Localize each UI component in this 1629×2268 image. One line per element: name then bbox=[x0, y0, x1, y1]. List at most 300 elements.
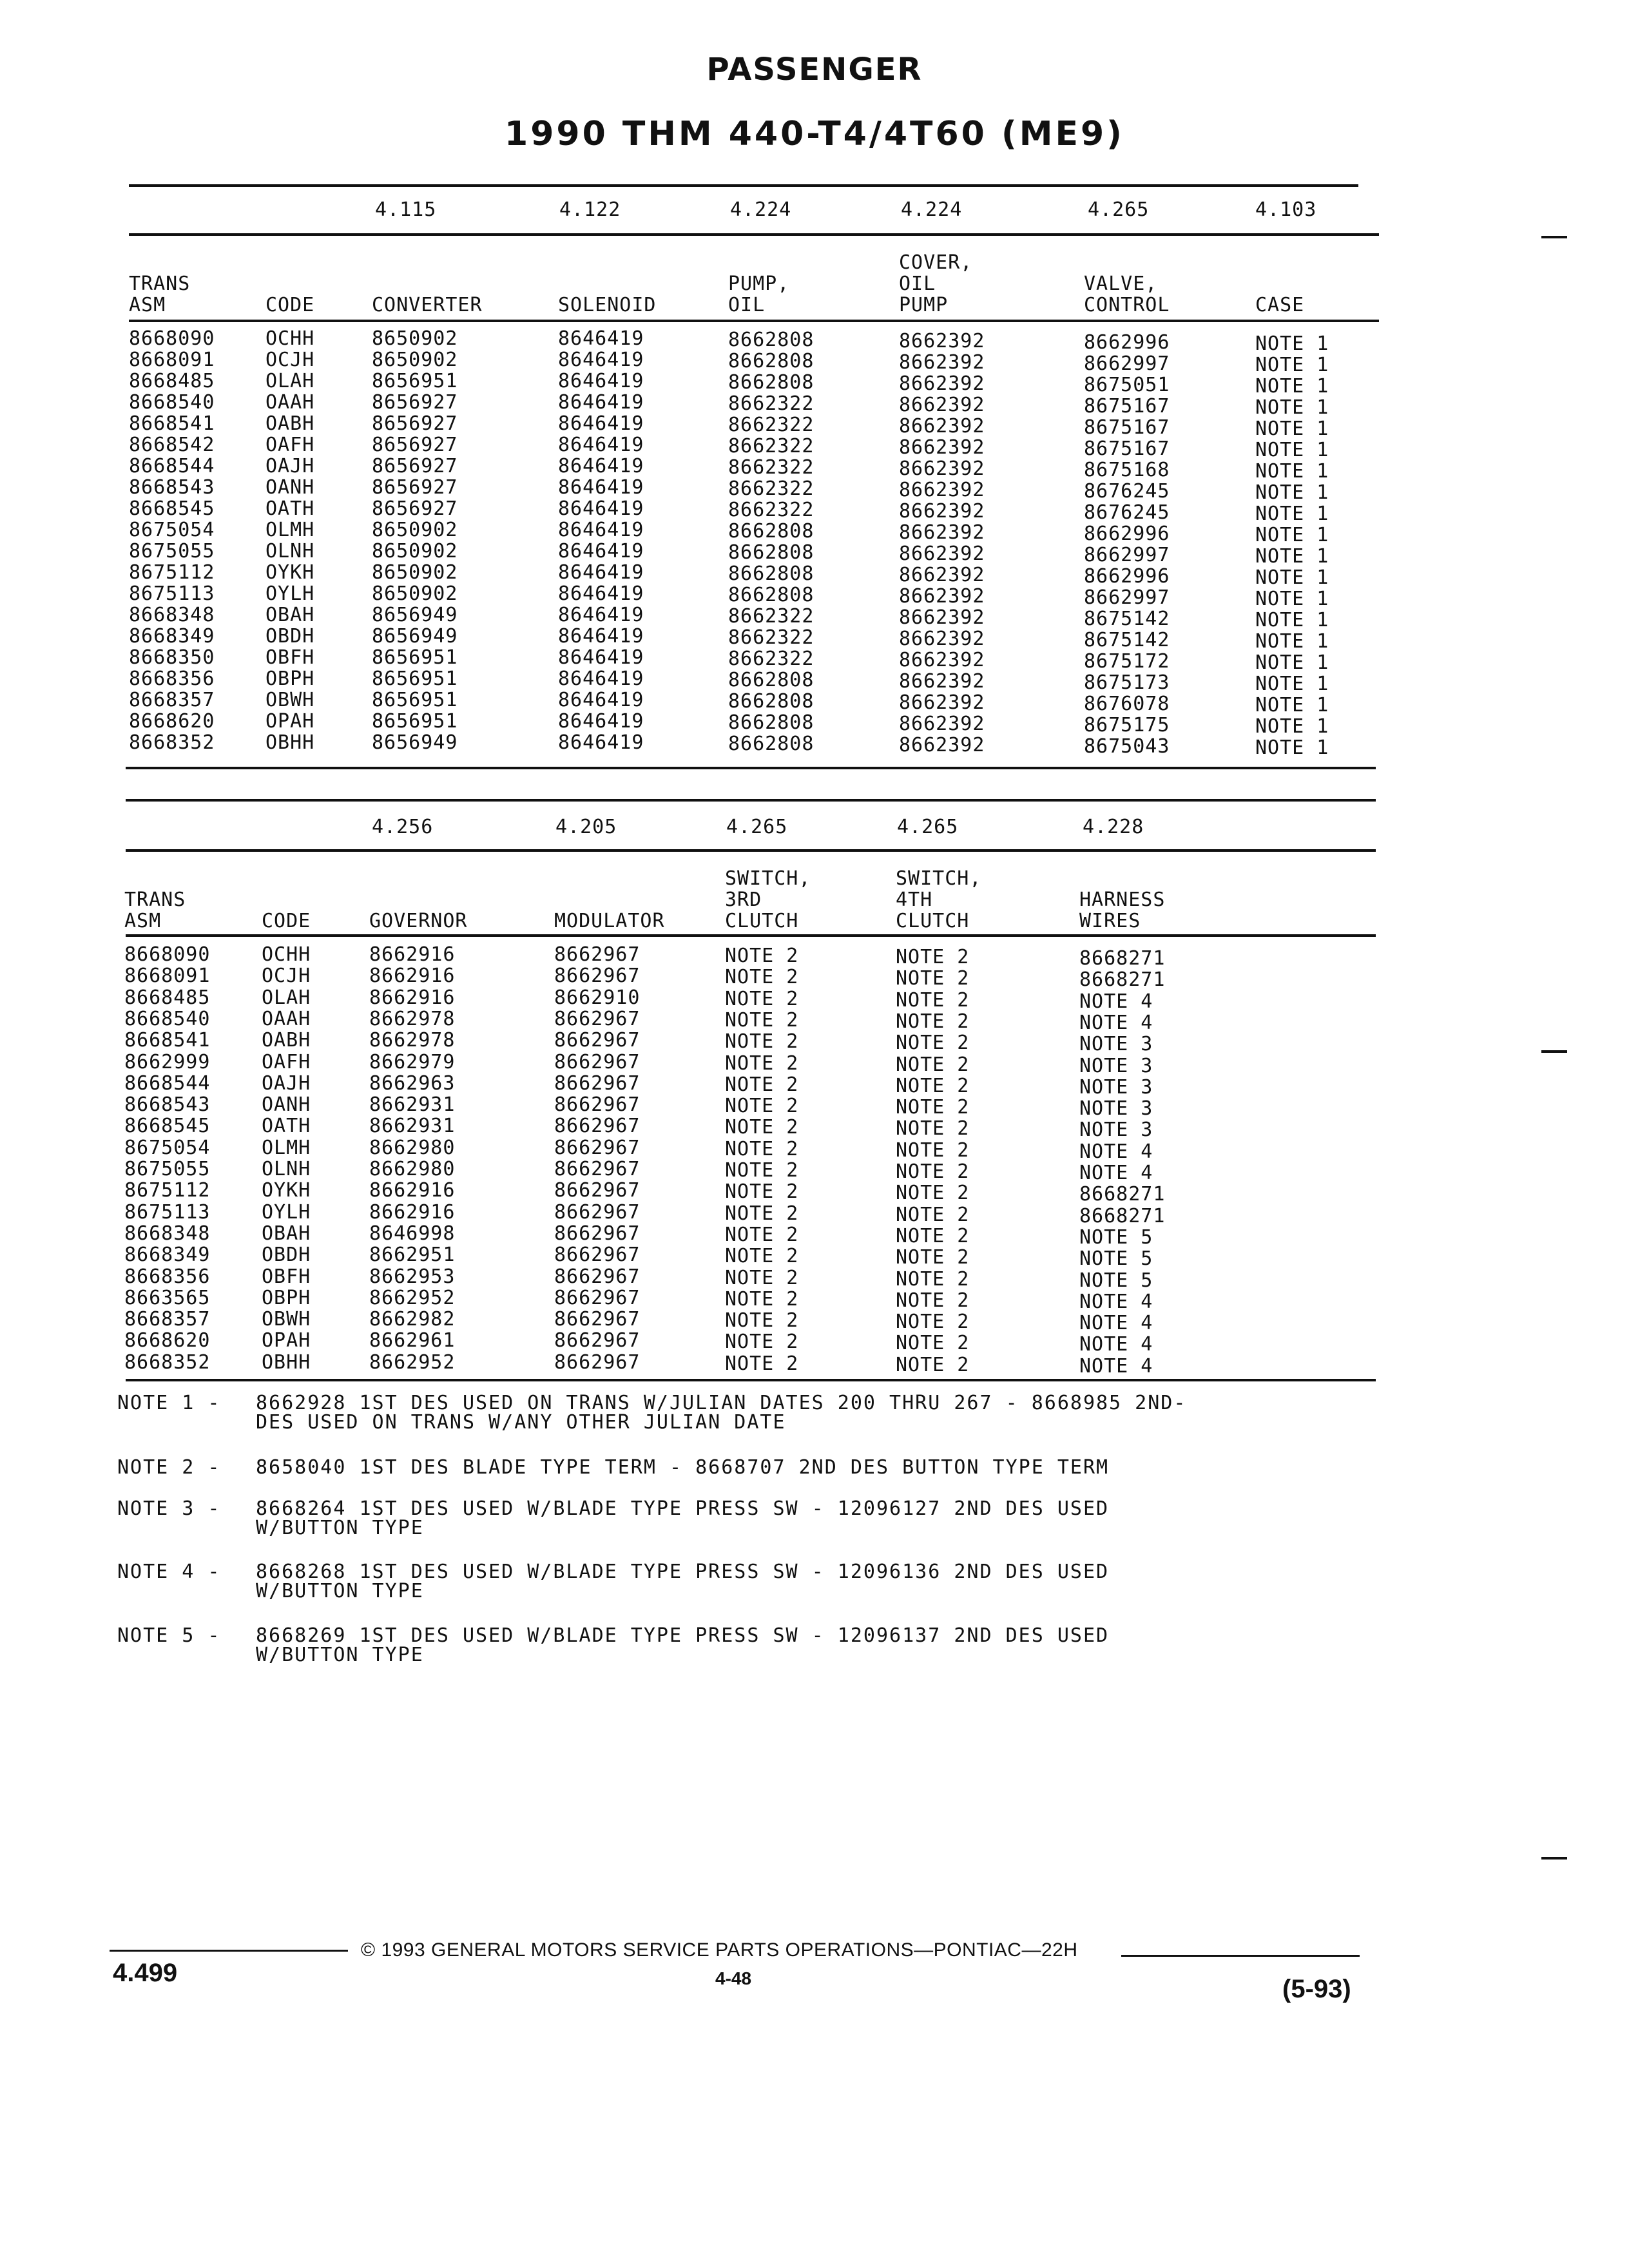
table-cell: OATH bbox=[265, 497, 315, 520]
column-header: MODULATOR bbox=[554, 910, 665, 932]
table-cell: OBAH bbox=[265, 604, 315, 626]
table-cell: NOTE 1 bbox=[1255, 460, 1329, 483]
table-cell: 8662916 bbox=[369, 965, 456, 988]
table-cell: NOTE 2 bbox=[896, 1289, 970, 1312]
table-cell: 8646419 bbox=[558, 497, 644, 520]
table-cell: 8662322 bbox=[728, 392, 815, 415]
table-cell: 8656951 bbox=[372, 646, 458, 669]
page-title: PASSENGER bbox=[706, 52, 923, 88]
table-cell: 8668348 bbox=[124, 1222, 211, 1245]
note-text: DES USED ON TRANS W/ANY OTHER JULIAN DATE bbox=[256, 1411, 786, 1434]
table-cell: NOTE 2 bbox=[725, 1073, 799, 1096]
table-cell: 8662951 bbox=[369, 1244, 456, 1267]
table-cell: 8675112 bbox=[124, 1179, 211, 1202]
table-cell: 8662916 bbox=[369, 1200, 456, 1224]
table-cell: 8662392 bbox=[899, 500, 985, 523]
table-cell: 8662996 bbox=[1084, 331, 1170, 354]
table-cell: 8668349 bbox=[129, 625, 215, 648]
table-cell: 8668357 bbox=[129, 689, 215, 711]
table-cell: NOTE 2 bbox=[725, 1245, 799, 1268]
table-cell: NOTE 2 bbox=[896, 1160, 970, 1183]
table-cell: NOTE 3 bbox=[1079, 1097, 1153, 1120]
table-cell: 8646419 bbox=[558, 582, 644, 605]
table-cell: NOTE 2 bbox=[725, 1266, 799, 1289]
table-cell: NOTE 2 bbox=[725, 1309, 799, 1332]
group-number: 4.115 bbox=[375, 198, 437, 221]
table-cell: 8662967 bbox=[554, 965, 641, 988]
table-cell: 8662392 bbox=[899, 415, 985, 437]
table-cell: 8650902 bbox=[372, 519, 458, 541]
table-cell: OBPH bbox=[262, 1286, 311, 1309]
table-cell: 8662322 bbox=[728, 499, 815, 521]
column-header: 4TH bbox=[896, 889, 933, 911]
table-cell: 8656927 bbox=[372, 497, 458, 520]
column-header: CONVERTER bbox=[372, 294, 483, 316]
table-cell: OAJH bbox=[262, 1072, 311, 1095]
table-cell: 8646419 bbox=[558, 455, 644, 477]
table-cell: OCJH bbox=[265, 349, 315, 371]
edge-mark bbox=[1541, 236, 1567, 238]
column-header: COVER, bbox=[899, 251, 973, 274]
table-cell: 8662392 bbox=[899, 330, 985, 352]
table-cell: NOTE 2 bbox=[896, 1182, 970, 1205]
table-cell: 8662967 bbox=[554, 943, 641, 966]
table-cell: NOTE 1 bbox=[1255, 673, 1329, 695]
table-cell: 8662322 bbox=[728, 605, 815, 628]
table-cell: 8668090 bbox=[129, 327, 215, 350]
table-cell: NOTE 1 bbox=[1255, 354, 1329, 376]
table-cell: NOTE 5 bbox=[1079, 1225, 1153, 1249]
table-cell: NOTE 5 bbox=[1079, 1247, 1153, 1271]
table-cell: NOTE 1 bbox=[1255, 630, 1329, 653]
table-cell: 8656951 bbox=[372, 689, 458, 711]
column-header: GOVERNOR bbox=[369, 910, 468, 932]
table-cell: NOTE 2 bbox=[896, 1032, 970, 1055]
table-cell: 8675112 bbox=[129, 561, 215, 584]
table-cell: 8662322 bbox=[728, 414, 815, 436]
table1-group-rule bbox=[129, 233, 1379, 236]
group-number: 4.256 bbox=[372, 816, 434, 838]
table-cell: 8662963 bbox=[369, 1072, 456, 1095]
column-header: HARNESS bbox=[1079, 889, 1166, 911]
table-cell: 8656927 bbox=[372, 455, 458, 477]
table-cell: OPAH bbox=[262, 1329, 311, 1352]
table-cell: 8662916 bbox=[369, 986, 456, 1009]
table-cell: 8650902 bbox=[372, 540, 458, 562]
edge-mark bbox=[1541, 1050, 1567, 1053]
table-cell: 8662392 bbox=[899, 649, 985, 671]
table-cell: 8662978 bbox=[369, 1007, 456, 1030]
table-cell: 8662967 bbox=[554, 1265, 641, 1288]
table-cell: 8662967 bbox=[554, 1115, 641, 1138]
table-cell: 8662808 bbox=[728, 562, 815, 585]
table-cell: NOTE 2 bbox=[896, 1053, 970, 1076]
table-cell: 8668356 bbox=[124, 1265, 211, 1288]
column-header: CLUTCH bbox=[896, 910, 970, 932]
table-cell: 8646419 bbox=[558, 646, 644, 669]
table-cell: 8662967 bbox=[554, 1072, 641, 1095]
table-cell: 8662997 bbox=[1084, 352, 1170, 375]
table-cell: NOTE 4 bbox=[1079, 1140, 1153, 1163]
footer-date: (5-93) bbox=[1282, 1975, 1351, 2003]
table-cell: 8668271 bbox=[1079, 1204, 1166, 1227]
table-cell: 8662982 bbox=[369, 1308, 456, 1331]
table-cell: 8675113 bbox=[124, 1200, 211, 1224]
table-cell: 8668620 bbox=[129, 710, 215, 733]
table-cell: OABH bbox=[262, 1029, 311, 1052]
table-cell: NOTE 2 bbox=[896, 1139, 970, 1162]
table-cell: 8646419 bbox=[558, 561, 644, 584]
column-header: TRANS bbox=[124, 889, 186, 911]
group-number: 4.265 bbox=[897, 816, 959, 838]
table-cell: OATH bbox=[262, 1115, 311, 1138]
table-cell: NOTE 4 bbox=[1079, 1162, 1153, 1184]
table-cell: 8662967 bbox=[554, 1286, 641, 1309]
table-cell: 8675055 bbox=[124, 1158, 211, 1180]
note-text: 8668269 1ST DES USED W/BLADE TYPE PRESS SW - 12096137 2ND DES USED bbox=[256, 1624, 1110, 1647]
column-header: OIL bbox=[899, 273, 936, 295]
table-cell: NOTE 2 bbox=[725, 1095, 799, 1118]
table-cell: 8646419 bbox=[558, 476, 644, 499]
table-cell: 8646419 bbox=[558, 434, 644, 456]
table-cell: NOTE 1 bbox=[1255, 609, 1329, 631]
table-cell: NOTE 1 bbox=[1255, 545, 1329, 568]
table-cell: 8656949 bbox=[372, 731, 458, 754]
table-cell: NOTE 3 bbox=[1079, 1054, 1153, 1077]
note-text: W/BUTTON TYPE bbox=[256, 1580, 424, 1602]
table-cell: 8675167 bbox=[1084, 437, 1170, 460]
table-cell: OYKH bbox=[262, 1179, 311, 1202]
table-cell: 8656927 bbox=[372, 434, 458, 456]
note-text: 8668264 1ST DES USED W/BLADE TYPE PRESS SW - 12096127 2ND DES USED bbox=[256, 1497, 1110, 1520]
table-cell: 8662392 bbox=[899, 713, 985, 735]
group-number: 4.265 bbox=[1088, 198, 1150, 221]
table-cell: OBWH bbox=[262, 1308, 311, 1331]
table-cell: 8668271 bbox=[1079, 1183, 1166, 1206]
table-cell: NOTE 1 bbox=[1255, 651, 1329, 674]
table-cell: NOTE 2 bbox=[896, 946, 970, 968]
column-header: 3RD bbox=[725, 889, 762, 911]
table-cell: NOTE 3 bbox=[1079, 1119, 1153, 1142]
table-cell: 8650902 bbox=[372, 561, 458, 584]
table-cell: NOTE 4 bbox=[1079, 1011, 1153, 1034]
table-cell: 8646419 bbox=[558, 625, 644, 648]
table1-header-rule bbox=[129, 320, 1379, 322]
table-cell: 8668357 bbox=[124, 1308, 211, 1331]
table-cell: 8668485 bbox=[124, 986, 211, 1009]
table-cell: 8675142 bbox=[1084, 629, 1170, 651]
table-cell: OLMH bbox=[262, 1136, 311, 1159]
table1-top-rule bbox=[129, 184, 1358, 187]
table-cell: 8663565 bbox=[124, 1286, 211, 1309]
table-cell: 8646419 bbox=[558, 668, 644, 690]
table-cell: 8646419 bbox=[558, 710, 644, 733]
table-cell: NOTE 2 bbox=[896, 1074, 970, 1097]
table-cell: 8646419 bbox=[558, 370, 644, 392]
table-cell: 8676245 bbox=[1084, 501, 1170, 524]
column-header: SWITCH, bbox=[896, 867, 982, 890]
table-cell: NOTE 4 bbox=[1079, 1312, 1153, 1335]
table-cell: 8668544 bbox=[124, 1072, 211, 1095]
table-cell: OAAH bbox=[262, 1007, 311, 1030]
table-cell: 8662967 bbox=[554, 1050, 641, 1073]
table-cell: 8662916 bbox=[369, 943, 456, 966]
table-cell: OLNH bbox=[262, 1158, 311, 1180]
group-number: 4.205 bbox=[555, 816, 617, 838]
table-cell: 8662980 bbox=[369, 1158, 456, 1180]
table-cell: 8662979 bbox=[369, 1050, 456, 1073]
table-cell: 8646419 bbox=[558, 731, 644, 754]
table-cell: NOTE 2 bbox=[725, 1137, 799, 1160]
table-cell: NOTE 1 bbox=[1255, 332, 1329, 355]
table-cell: 8668545 bbox=[129, 497, 215, 520]
table-cell: OCHH bbox=[265, 327, 315, 350]
table-cell: NOTE 2 bbox=[725, 1030, 799, 1053]
table-cell: 8675168 bbox=[1084, 459, 1170, 481]
table-cell: 8656949 bbox=[372, 625, 458, 648]
table-cell: 8646419 bbox=[558, 412, 644, 435]
table-cell: 8662808 bbox=[728, 690, 815, 713]
table-cell: 8668090 bbox=[124, 943, 211, 966]
table-cell: OLMH bbox=[265, 519, 315, 541]
table-cell: 8662808 bbox=[728, 350, 815, 372]
table-cell: 8675142 bbox=[1084, 608, 1170, 630]
table-cell: 8668541 bbox=[129, 412, 215, 435]
table-cell: 8675054 bbox=[129, 519, 215, 541]
table1-bottom-rule bbox=[126, 767, 1376, 769]
table-cell: 8675167 bbox=[1084, 395, 1170, 418]
note-text: 8658040 1ST DES BLADE TYPE TERM - 8668707 2ND DES BUTTON TYPE TERM bbox=[256, 1456, 1110, 1479]
table-cell: 8662808 bbox=[728, 669, 815, 691]
table-cell: 8662967 bbox=[554, 1136, 641, 1159]
table-cell: 8662996 bbox=[1084, 523, 1170, 545]
table-cell: 8676078 bbox=[1084, 693, 1170, 715]
table-cell: OLAH bbox=[262, 986, 311, 1009]
table-cell: OBFH bbox=[262, 1265, 311, 1288]
column-header: CODE bbox=[265, 294, 315, 316]
table-cell: 8668356 bbox=[129, 668, 215, 690]
column-header: PUMP bbox=[899, 294, 949, 316]
table-cell: 8668352 bbox=[129, 731, 215, 754]
table-cell: OPAH bbox=[265, 710, 315, 733]
group-number: 4.265 bbox=[726, 816, 788, 838]
table2-header-rule bbox=[126, 934, 1376, 937]
table-cell: NOTE 1 bbox=[1255, 375, 1329, 398]
table-cell: 8662967 bbox=[554, 1350, 641, 1374]
table-cell: NOTE 2 bbox=[725, 1116, 799, 1139]
table-cell: NOTE 2 bbox=[896, 1311, 970, 1334]
table-cell: 8675167 bbox=[1084, 416, 1170, 439]
column-header: SOLENOID bbox=[558, 294, 657, 316]
table-cell: 8662808 bbox=[728, 329, 815, 351]
table-cell: OYLH bbox=[265, 582, 315, 605]
table-cell: 8668271 bbox=[1079, 968, 1166, 992]
table-cell: NOTE 1 bbox=[1255, 418, 1329, 440]
table-cell: OAAH bbox=[265, 391, 315, 414]
table-cell: 8668540 bbox=[129, 391, 215, 414]
table-cell: 8650902 bbox=[372, 582, 458, 605]
column-header: VALVE, bbox=[1084, 273, 1158, 295]
table-cell: OAJH bbox=[265, 455, 315, 477]
table-cell: OABH bbox=[265, 412, 315, 435]
table-cell: 8656927 bbox=[372, 391, 458, 414]
table-cell: 8646419 bbox=[558, 540, 644, 562]
table-cell: NOTE 4 bbox=[1079, 1354, 1153, 1378]
table-cell: NOTE 2 bbox=[896, 1267, 970, 1291]
table-cell: 8662392 bbox=[899, 394, 985, 416]
table-cell: NOTE 2 bbox=[725, 1223, 799, 1246]
table-cell: 8668271 bbox=[1079, 947, 1166, 970]
footer-copyright: © 1993 GENERAL MOTORS SERVICE PARTS OPERATIONS—PONTIAC—22H bbox=[361, 1939, 1078, 1961]
table-cell: NOTE 2 bbox=[725, 1159, 799, 1182]
table-cell: 8662808 bbox=[728, 584, 815, 606]
table-cell: 8662392 bbox=[899, 606, 985, 629]
table-cell: 8675055 bbox=[129, 540, 215, 562]
table-cell: 8662961 bbox=[369, 1329, 456, 1352]
group-number: 4.122 bbox=[559, 198, 621, 221]
table-cell: 8662978 bbox=[369, 1029, 456, 1052]
table-cell: 8646419 bbox=[558, 519, 644, 541]
table-cell: 8668545 bbox=[124, 1115, 211, 1138]
table-cell: NOTE 2 bbox=[896, 1010, 970, 1033]
table-cell: 8650902 bbox=[372, 349, 458, 371]
table-cell: 8646419 bbox=[558, 327, 644, 350]
table-cell: 8668543 bbox=[124, 1093, 211, 1117]
table-cell: 8662808 bbox=[728, 520, 815, 543]
group-number: 4.103 bbox=[1255, 198, 1317, 221]
table-cell: OCJH bbox=[262, 965, 311, 988]
table-cell: 8662967 bbox=[554, 1158, 641, 1180]
group-number: 4.224 bbox=[730, 198, 792, 221]
table-cell: NOTE 1 bbox=[1255, 396, 1329, 419]
table-cell: 8675043 bbox=[1084, 735, 1170, 758]
table-cell: 8662392 bbox=[899, 351, 985, 374]
table-cell: 8662967 bbox=[554, 1329, 641, 1352]
page-subtitle: 1990 THM 440-T4/4T60 (ME9) bbox=[505, 115, 1124, 153]
table-cell: 8662996 bbox=[1084, 565, 1170, 588]
table-cell: 8662967 bbox=[554, 1029, 641, 1052]
table-cell: 8662967 bbox=[554, 1308, 641, 1331]
table-cell: NOTE 2 bbox=[896, 1353, 970, 1376]
table-cell: 8662931 bbox=[369, 1115, 456, 1138]
table2-group-rule bbox=[126, 849, 1376, 852]
table-cell: 8662392 bbox=[899, 670, 985, 693]
table-cell: 8662808 bbox=[728, 371, 815, 394]
table-cell: 8662997 bbox=[1084, 544, 1170, 566]
table-cell: NOTE 1 bbox=[1255, 566, 1329, 589]
table-cell: OBFH bbox=[265, 646, 315, 669]
table-cell: NOTE 1 bbox=[1255, 694, 1329, 716]
table-cell: 8668091 bbox=[124, 965, 211, 988]
table-cell: 8668349 bbox=[124, 1244, 211, 1267]
table-cell: 8662322 bbox=[728, 456, 815, 479]
table-cell: OLAH bbox=[265, 370, 315, 392]
table-cell: NOTE 1 bbox=[1255, 481, 1329, 504]
table-cell: 8662392 bbox=[899, 521, 985, 544]
table-cell: 8646419 bbox=[558, 604, 644, 626]
table-cell: OCHH bbox=[262, 943, 311, 966]
table-cell: OYKH bbox=[265, 561, 315, 584]
table-cell: OAFH bbox=[265, 434, 315, 456]
table-cell: 8662392 bbox=[899, 734, 985, 756]
table-cell: 8662980 bbox=[369, 1136, 456, 1159]
table-cell: 8668544 bbox=[129, 455, 215, 477]
table-cell: NOTE 4 bbox=[1079, 1290, 1153, 1313]
table-cell: NOTE 1 bbox=[1255, 439, 1329, 461]
table-cell: OYLH bbox=[262, 1200, 311, 1224]
table-cell: NOTE 2 bbox=[896, 1246, 970, 1269]
table-cell: OBAH bbox=[262, 1222, 311, 1245]
table-cell: 8662952 bbox=[369, 1350, 456, 1374]
table-cell: OBPH bbox=[265, 668, 315, 690]
column-header: PUMP, bbox=[728, 273, 790, 295]
note-label: NOTE 1 - bbox=[117, 1392, 221, 1414]
table-cell: OBHH bbox=[262, 1350, 311, 1374]
note-text: 8668268 1ST DES USED W/BLADE TYPE PRESS SW - 12096136 2ND DES USED bbox=[256, 1561, 1110, 1583]
table-cell: 8662322 bbox=[728, 626, 815, 649]
note-label: NOTE 5 - bbox=[117, 1624, 221, 1647]
footer-section-number: 4.499 bbox=[113, 1959, 178, 1987]
table-cell: 8675051 bbox=[1084, 374, 1170, 396]
column-header: CONTROL bbox=[1084, 294, 1170, 316]
table-cell: 8662952 bbox=[369, 1286, 456, 1309]
column-header: WIRES bbox=[1079, 910, 1141, 932]
table-cell: 8668091 bbox=[129, 349, 215, 371]
table-cell: 8668542 bbox=[129, 434, 215, 456]
column-header: SWITCH, bbox=[725, 867, 811, 890]
table-cell: NOTE 1 bbox=[1255, 715, 1329, 738]
table-cell: NOTE 2 bbox=[725, 1052, 799, 1075]
column-header: CLUTCH bbox=[725, 910, 799, 932]
table-cell: 8668485 bbox=[129, 370, 215, 392]
table-cell: NOTE 2 bbox=[725, 1008, 799, 1032]
table-cell: NOTE 4 bbox=[1079, 990, 1153, 1013]
table-cell: 8662967 bbox=[554, 1200, 641, 1224]
table-cell: 8662953 bbox=[369, 1265, 456, 1288]
table-cell: NOTE 2 bbox=[725, 987, 799, 1010]
column-header: OIL bbox=[728, 294, 766, 316]
table-cell: NOTE 2 bbox=[725, 1331, 799, 1354]
table-cell: NOTE 4 bbox=[1079, 1333, 1153, 1356]
group-number: 4.228 bbox=[1083, 816, 1144, 838]
edge-mark bbox=[1541, 1857, 1567, 1860]
table-cell: NOTE 2 bbox=[896, 1203, 970, 1226]
table-cell: NOTE 2 bbox=[725, 1287, 799, 1311]
table-cell: 8662392 bbox=[899, 564, 985, 586]
table-cell: NOTE 2 bbox=[896, 967, 970, 990]
table-cell: 8662808 bbox=[728, 541, 815, 564]
table-cell: 8668543 bbox=[129, 476, 215, 499]
note-text: W/BUTTON TYPE bbox=[256, 1644, 424, 1666]
table-cell: 8662967 bbox=[554, 1244, 641, 1267]
table-cell: 8662322 bbox=[728, 648, 815, 670]
table-cell: 8662808 bbox=[728, 733, 815, 755]
footer-page-number: 4-48 bbox=[715, 1968, 752, 1988]
table-cell: NOTE 1 bbox=[1255, 736, 1329, 759]
table-cell: 8662808 bbox=[728, 711, 815, 734]
table-cell: 8675175 bbox=[1084, 714, 1170, 736]
table-cell: 8646419 bbox=[558, 391, 644, 414]
footer-rule-right bbox=[1121, 1955, 1360, 1957]
table-cell: 8662322 bbox=[728, 435, 815, 457]
table-cell: 8662967 bbox=[554, 1007, 641, 1030]
table-cell: 8662392 bbox=[899, 691, 985, 714]
table-cell: 8668540 bbox=[124, 1007, 211, 1030]
table2-top-rule bbox=[126, 799, 1376, 802]
column-header: CODE bbox=[262, 910, 311, 932]
note-label: NOTE 3 - bbox=[117, 1497, 221, 1520]
table-cell: OANH bbox=[265, 476, 315, 499]
